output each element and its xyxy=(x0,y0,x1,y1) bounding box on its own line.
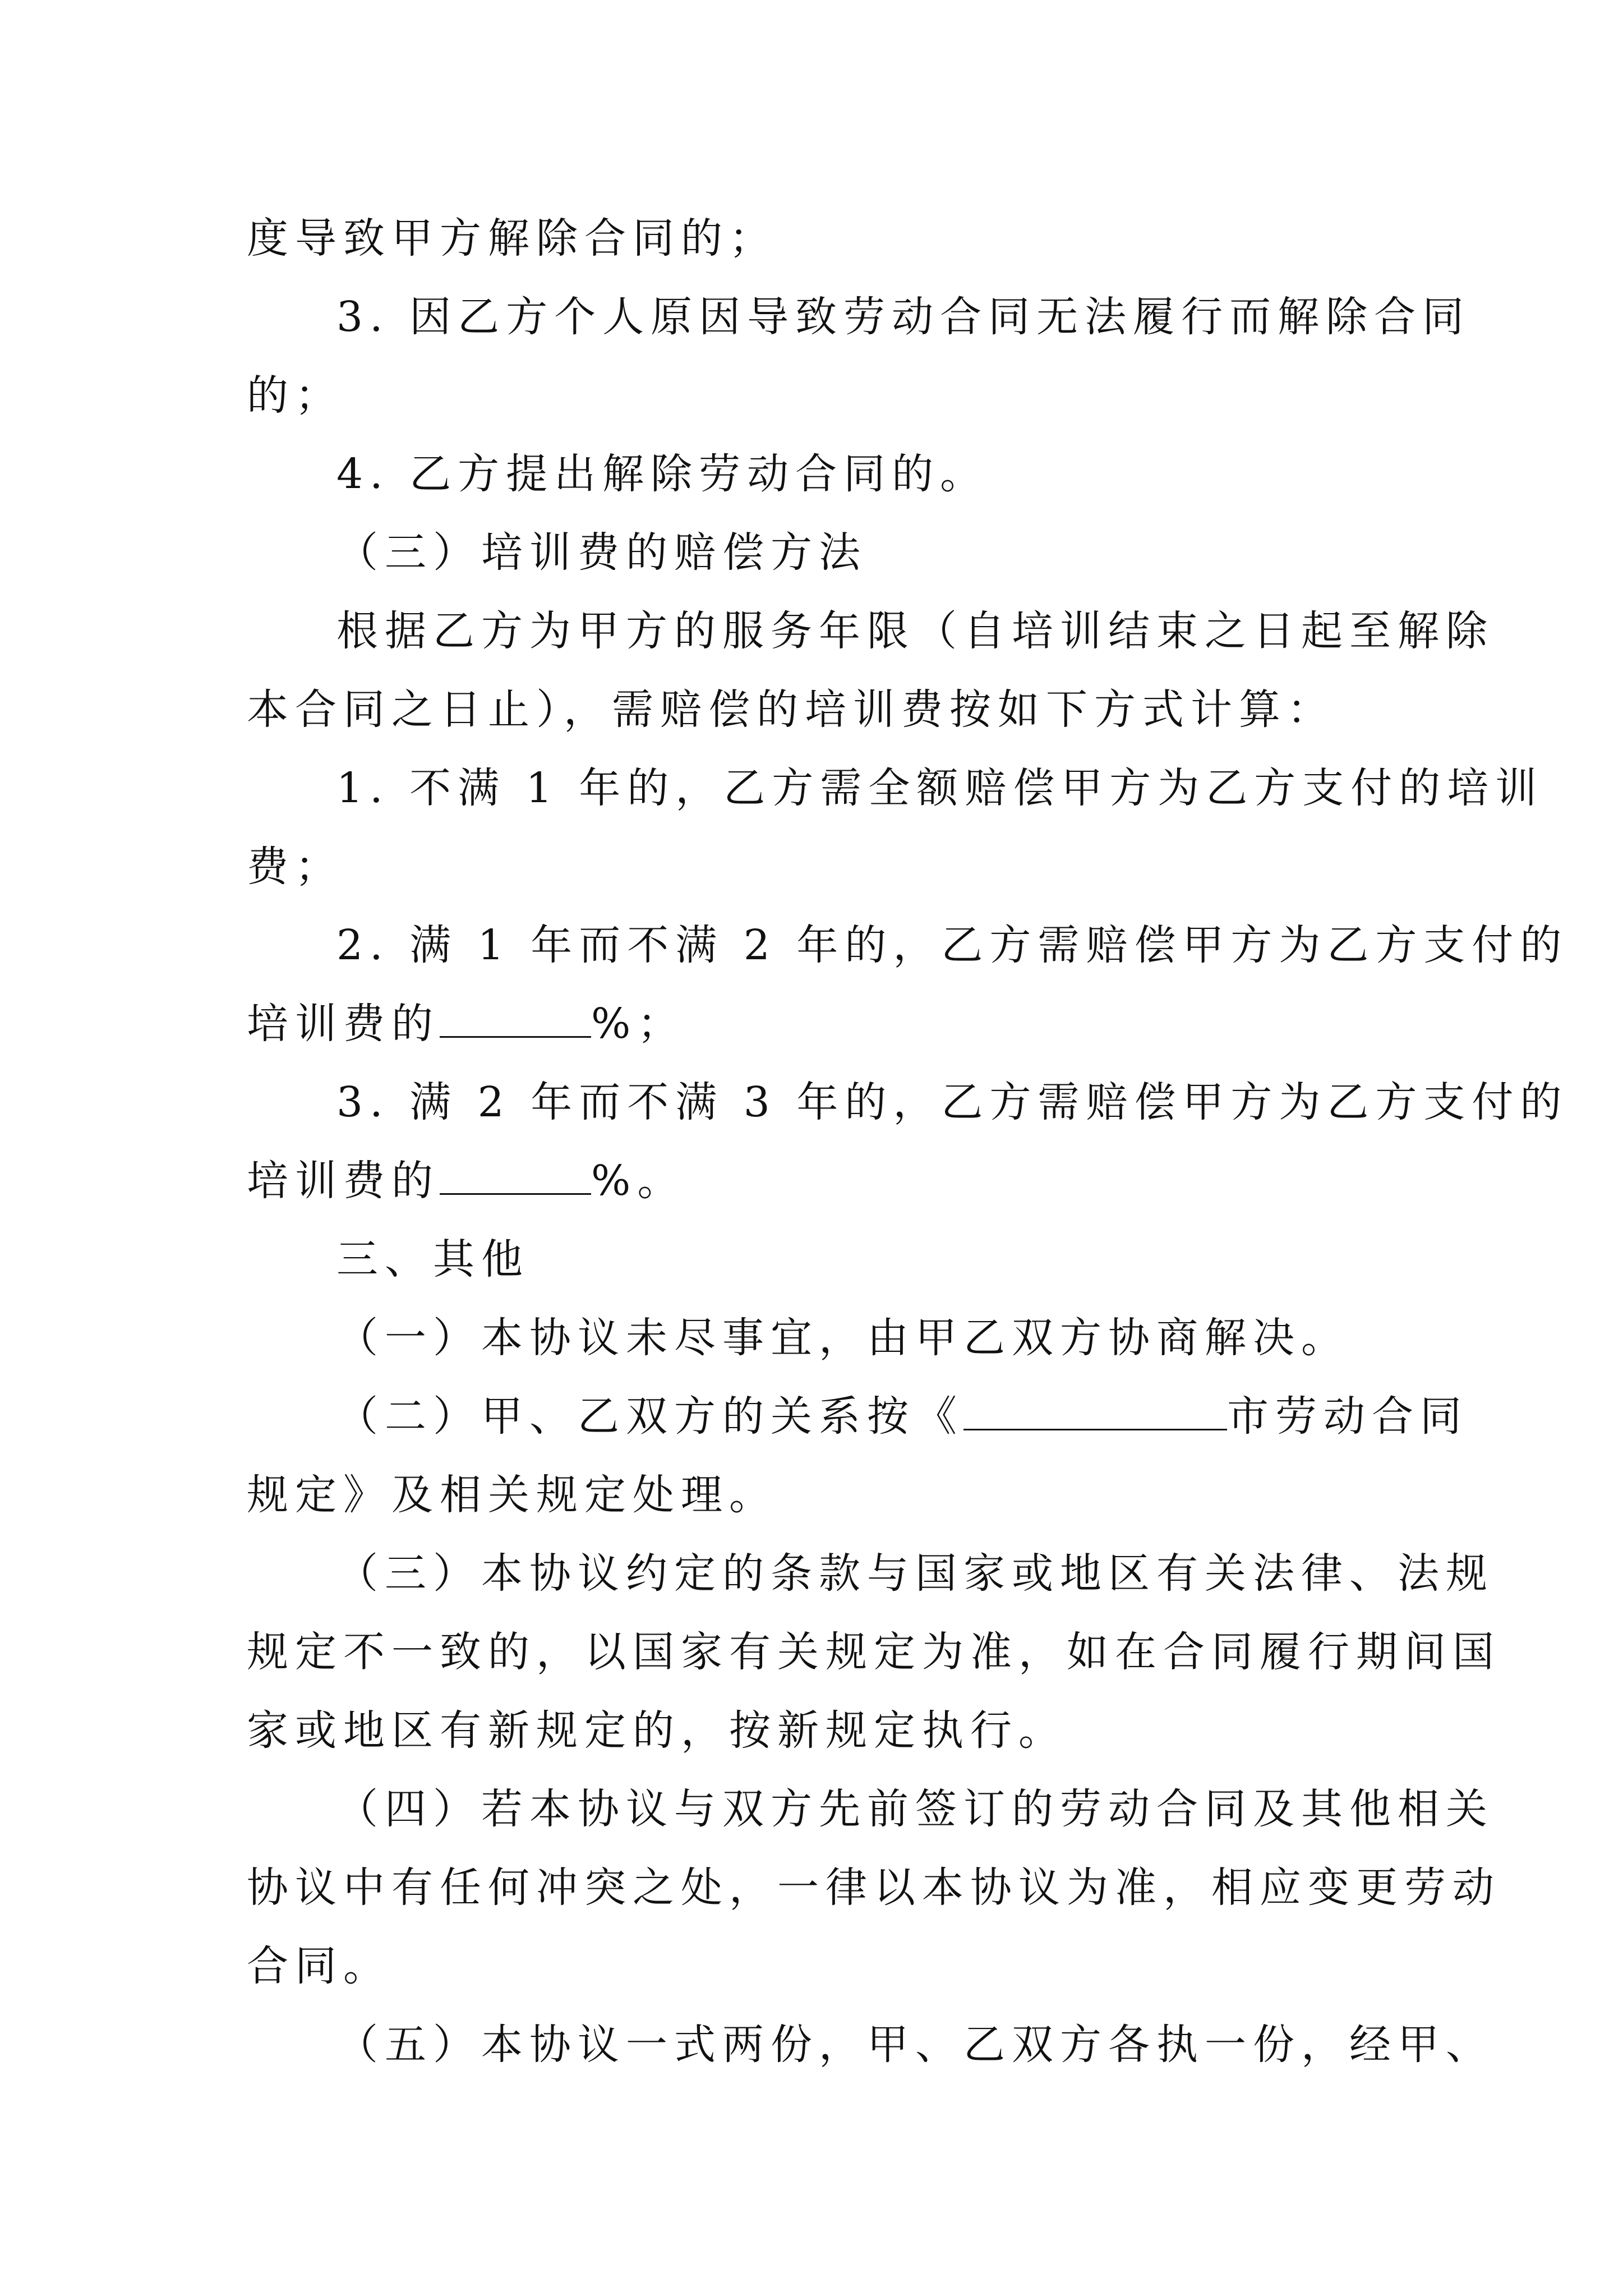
text-line: 3. 因乙方个人原因导致劳动合同无法履行而解除合同 xyxy=(336,293,1471,341)
text-line: 3. 满 2 年而不满 3 年的，乙方需赔偿甲方为乙方支付的 xyxy=(336,1078,1569,1126)
text-fragment: 培训费的 xyxy=(247,1157,440,1205)
text-line: 家或地区有新规定的，按新规定执行。 xyxy=(247,1706,1067,1755)
text-line: 根据乙方为甲方的服务年限（自培训结束之日起至解除 xyxy=(336,607,1494,655)
text-line: 度导致甲方解除合同的； xyxy=(247,214,777,263)
text-line: 4. 乙方提出解除劳动合同的。 xyxy=(336,450,989,498)
text-line xyxy=(247,1157,686,1205)
text-line: 合同。 xyxy=(247,1942,391,1990)
text-line xyxy=(336,1392,1468,1441)
text-line: 协议中有任何冲突之处，一律以本协议为准，相应变更劳动 xyxy=(247,1864,1501,1912)
text-line: （五）本协议一式两份，甲、乙双方各执一份，经甲、 xyxy=(336,2021,1494,2069)
text-line: 规定不一致的，以国家有关规定为准，如在合同履行期间国 xyxy=(247,1628,1501,1676)
text-line: 本合同之日止），需赔偿的培训费按如下方式计算： xyxy=(247,685,1335,734)
text-line: 规定》及相关规定处理。 xyxy=(247,1471,777,1519)
text-line: 1. 不满 1 年的，乙方需全额赔偿甲方为乙方支付的培训 xyxy=(336,764,1544,812)
blank-underline xyxy=(440,1161,591,1195)
text-fragment: %。 xyxy=(591,1157,686,1205)
text-line xyxy=(247,1000,686,1048)
text-line: （四）若本协议与双方先前签订的劳动合同及其他相关 xyxy=(336,1785,1494,1833)
text-line: 的； xyxy=(247,371,343,420)
text-line: 费； xyxy=(247,843,343,891)
text-line: （三）本协议约定的条款与国家或地区有关法律、法规 xyxy=(336,1549,1494,1598)
text-fragment: %； xyxy=(591,1000,686,1048)
section-heading: 三、其他 xyxy=(336,1235,529,1283)
text-fragment: 培训费的 xyxy=(247,1000,440,1048)
text-line: （一）本协议未尽事宜，由甲乙双方协商解决。 xyxy=(336,1314,1349,1362)
text-fragment: （二）甲、乙双方的关系按《 xyxy=(336,1392,963,1441)
blank-underline xyxy=(963,1396,1227,1430)
blank-underline xyxy=(440,1004,591,1038)
text-fragment: 市劳动合同 xyxy=(1227,1392,1468,1441)
section-heading: （三）培训费的赔偿方法 xyxy=(336,528,867,577)
text-line: 2. 满 1 年而不满 2 年的，乙方需赔偿甲方为乙方支付的 xyxy=(336,921,1569,969)
